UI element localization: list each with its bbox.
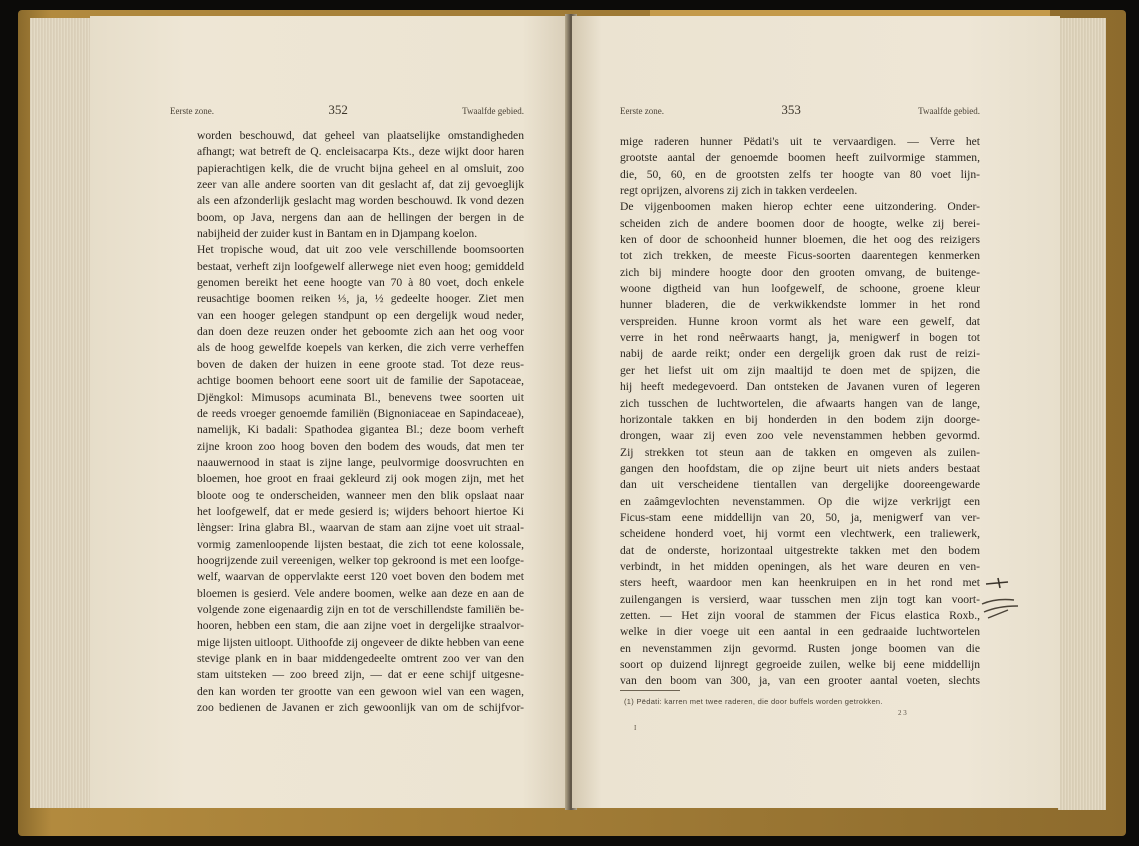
text-line: soort op duizend lijnregt gegroeide zuilen, welke bij eene middellijn — [620, 658, 980, 671]
text-line: gangen den hoofdstam, die op zijne beurt uit niets anders bestaat — [620, 461, 980, 475]
footnote-rule — [620, 690, 680, 691]
text-line: zeer van alle andere soorten van dit geslacht af, dat zij gevoeglijk — [197, 178, 524, 192]
signature-mark: 2 3 — [898, 709, 907, 717]
text-line: van een hooger gelegen standpunt op een dergelijk woud neder, — [197, 308, 524, 322]
text-line: stevige plank en in baar middengedeelte omtrent zoo ver van den — [197, 652, 524, 665]
left-header-area: Twaalfde gebied. — [462, 106, 524, 116]
text-line: de reeds vroeger genoemde familiën (Bignoniaceae en Sapindaceae), — [197, 406, 524, 420]
text-line: dan uit verscheidene tientallen van dergelijke dooreengewarde — [620, 478, 980, 492]
text-line: verbindt, in het midden openingen, als het ware deuren en ven- — [620, 559, 980, 573]
text-line: grootste aantal der genoemde boomen heeft zuilvormige stammen, — [620, 151, 980, 165]
left-page-number: 352 — [328, 102, 348, 117]
text-line: dat de onderste, horizontaal uitgestrekte takken met den bodem — [620, 543, 980, 557]
text-line: namelijk, Ki badali: Spathodea gigantea Bl.; deze boom verheft — [197, 423, 524, 437]
text-line: Ficus-stam eene middellijn van 20, 50, ja, menigwerf van ver- — [620, 510, 980, 524]
right-page-number: 353 — [781, 102, 801, 117]
text-line: regt oprijzen, alvorens zij zich in takken verdeelen. — [620, 184, 858, 198]
text-line: bloote oog te onderscheiden, wanneer men den blik opslaat naar — [197, 488, 524, 502]
text-line: drongen, waar zij even zoo vele nevenstammen hebben gevormd. — [620, 429, 980, 443]
text-line: en nevenstammen zijn gevormd. Rusten jonge boomen van die — [620, 641, 980, 655]
left-page-block — [30, 18, 92, 808]
text-line: Het tropische woud, dat uit zoo vele verschillende boomsoorten — [197, 243, 524, 257]
right-body-text — [620, 134, 980, 690]
text-line: hooren, hebben een stam, die aan zijne voet in dergelijke straalvor- — [197, 619, 524, 633]
text-line: boven de daken der huizen in eene groote stad. Tot deze reus- — [197, 357, 524, 371]
text-line: achtige boomen behoort eene soort uit de familie der Sapotaceae, — [197, 374, 524, 388]
text-line: welf, waarvan de oppervlakte eerst 120 voet boven den bodem met — [197, 570, 524, 584]
text-line: volgende zone eigenaardig zijn en tot de verschillendste familiën be- — [197, 602, 524, 616]
text-line: Zij strekken tot steun aan de takken en omgeven als zuilen- — [620, 445, 980, 459]
text-line: vormig zamenloopende lijsten bestaat, die zich tot eene kolossale, — [197, 537, 524, 551]
text-line: ger het liefst uit om zijn maaltijd te doen met de spijzen, die — [620, 363, 980, 377]
pencil-annotation-icon — [978, 576, 1022, 624]
text-line: lèngser: Irina glabra Bl., waarvan de stam aan zijne voet uit straal- — [197, 521, 524, 535]
text-line: als de hoog gewelfde koepels van kerken, die zich verre verheffen — [197, 341, 524, 355]
text-line: den kan worden ter grootte van een gewoon wiel van een wagen, — [197, 684, 524, 698]
text-line: De vijgenboomen maken hierop echter eene uitzondering. Onder- — [620, 200, 980, 214]
text-line: boom, op Java, nergens dan aan de hellingen der bergen in de — [197, 210, 524, 224]
text-line: zetten. — Het zijn vooral de stammen der Ficus elastica Roxb., — [620, 608, 980, 622]
text-line: Djëngkol: Mimusops acuminata Bl., benevens twee soorten uit — [197, 390, 524, 404]
text-line: die, 50, 60, en de grootsten zelfs ter hoogte van 80 voet lijn- — [620, 167, 980, 181]
text-line: bloemen is gesierd. Vele andere boomen, welke aan deze en aan de — [197, 586, 524, 600]
text-line: zich tusschen de luchtwortelen, die afwaarts hangen van de lange, — [620, 396, 980, 410]
text-line: nabij de aarde reikt; onder een dergelijk groen dak rust de reizi- — [620, 347, 980, 361]
text-line: hunner bladeren, die de verkwikkendste lommer in het rond — [620, 298, 980, 312]
text-line: nabijheid der zuider kust in Bantam en in Djampang koelon. — [197, 227, 478, 241]
text-line: verre in het rond neêrwaarts hangt, ja, menigwerf in bogen tot — [620, 331, 980, 345]
text-line: worden beschouwd, dat geheel van plaatselijke omstandigheden — [197, 129, 524, 142]
text-line: mige lijsten uitloopt. Uithoofde zij ongeveer de dikte hebben van eene — [197, 635, 524, 649]
text-line: woone digtheid van hun loofgewelf, de schoone, groene kleur — [620, 282, 980, 296]
left-body-text — [197, 128, 524, 716]
text-line: en zaâmgevlochten nevenstammen. Op die wijze verkrijgt een — [620, 494, 980, 508]
left-header-zone: Eerste zone. — [170, 106, 214, 116]
left-running-head — [170, 102, 524, 118]
text-line: naauwernood in staat is zijne lange, peulvormige doosvruchten en — [197, 455, 524, 469]
text-line: reusachtige boomen reiken ⅓, ja, ½ gedeelte hooger. Ziet men — [197, 292, 524, 306]
text-line: welke in dier voege uit een aantal in een gedraaide luchtwortelen — [620, 625, 980, 639]
text-line: bloemen, hoe groot en fraai gekleurd zij ook mogen zijn, met het — [197, 472, 524, 486]
text-line: hoogrijzende zuil vereenigen, welker top gekroond is met een loofge- — [197, 553, 524, 567]
footnote: (1) Pëdati: karren met twee raderen, die door buffels worden getrokken. — [624, 697, 883, 706]
text-line: bestaat, verheft zijn loofgewelf allerwege niet even hoog; gemiddeld — [197, 259, 524, 273]
text-line: zich bij mindere hoogte door den grooten omvang, de buitenge- — [620, 265, 980, 279]
margin-mark: I — [634, 724, 637, 732]
text-line: scheidene honderd voet, hij vormt een vlechtwerk, een traliewerk, — [620, 527, 980, 541]
right-header-zone: Eerste zone. — [620, 106, 664, 116]
text-line: zuilengangen is versierd, waar tusschen men zijn togt kan voort- — [620, 592, 980, 606]
text-line: hij heeft medegevoerd. Dan ontsteken de Javanen vuren of legeren — [620, 380, 980, 394]
text-line: sters heeft, waardoor men kan heenkruipen en in het rond met — [620, 576, 980, 590]
text-line: zoo bedienen de Javanen er zich gewoonlijk van om de schijfvor- — [197, 701, 524, 715]
text-line: stam uitsteken — zoo breed zijn, — dat er eene schijf uitgesne- — [197, 668, 524, 682]
text-line: het loofgewelf, dat er mede gesierd is; wijders behoort hiertoe Ki — [197, 504, 524, 518]
text-line: afhangt; wat betreft de Q. encleisacarpa Kts., deze wijkt door haren — [197, 145, 524, 159]
right-running-head — [620, 102, 980, 118]
right-page-block — [1058, 18, 1106, 810]
right-page — [572, 16, 1060, 808]
text-line: genomen bereikt het eene hoogte van 70 à 80 voet, doch enkele — [197, 276, 524, 290]
text-line: papierachtigen kelk, die de vrucht bijna geheel en al omsluit, zoo — [197, 161, 524, 175]
text-line: zijne kroon zoo hoog boven den bodem des wouds, dat men ter — [197, 439, 524, 453]
text-line: horizontale takken en bij honderden in den bodem zijn doorge- — [620, 412, 980, 426]
text-line: verspreiden. Hunne kroon vormt als het ware een gewelf, dat — [620, 314, 980, 328]
left-page — [90, 16, 570, 808]
text-line: scheiden zich de andere boomen door de hoogte, welke zij berei- — [620, 216, 980, 230]
text-line: als een afzonderlijk geslacht mag worden beschouwd. Ik vond dezen — [197, 194, 524, 208]
text-line: dan doen deze reuzen onder het geboomte zich aan het oog voor — [197, 325, 524, 339]
text-line: ken of door de schoonheid hunner bloemen, die het oog des reizigers — [620, 233, 980, 247]
right-header-area: Twaalfde gebied. — [918, 106, 980, 116]
text-line: tot zich trekken, de meeste Ficus-soorten daarentegen kenmerken — [620, 249, 980, 263]
text-line: van den boom van 300, ja, van een grooter aantal voeten, slechts — [620, 674, 980, 688]
text-line: mige raderen hunner Pëdati's uit te vervaardigen. — Verre het — [620, 135, 980, 148]
